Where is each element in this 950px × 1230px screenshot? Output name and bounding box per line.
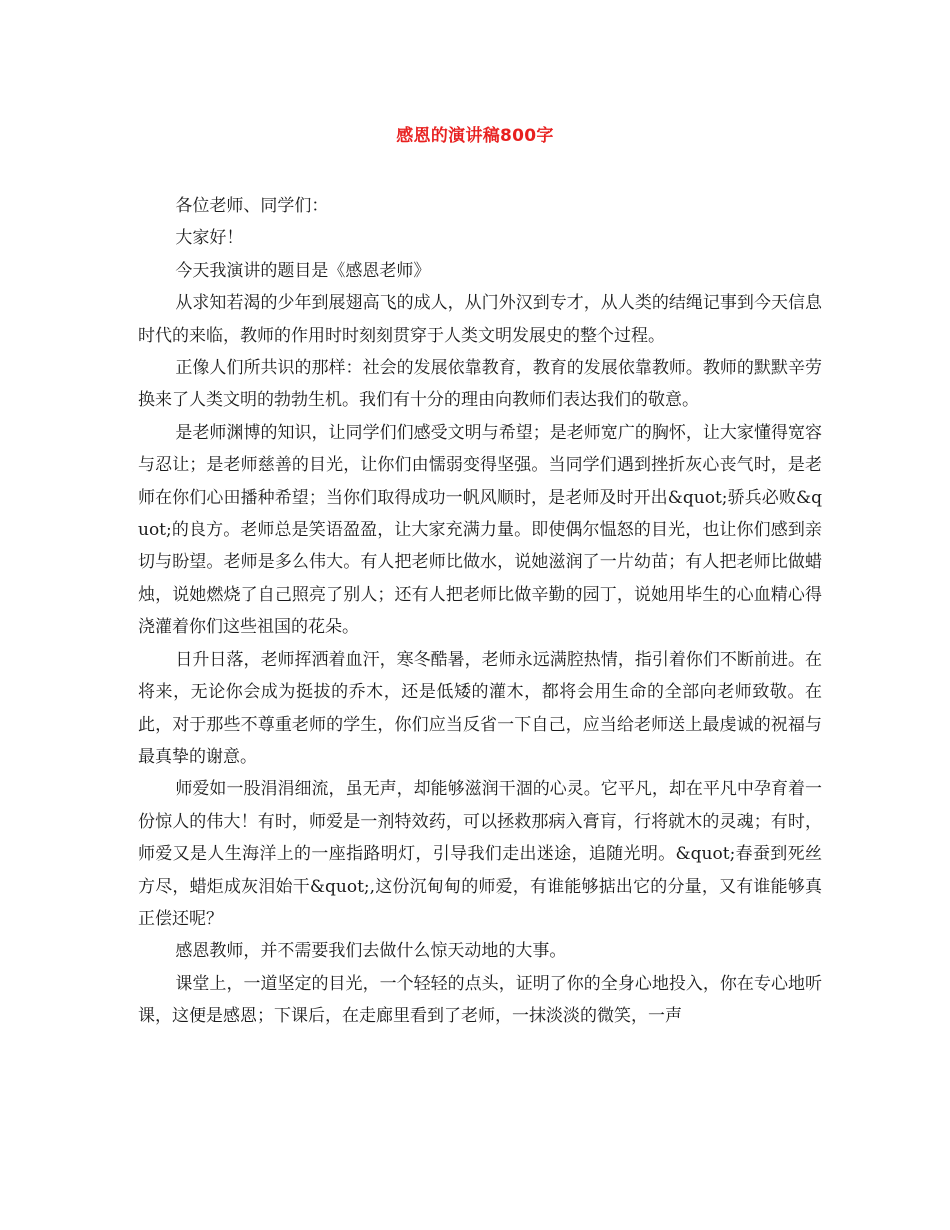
paragraph: 感恩教师，并不需要我们去做什么惊天动地的大事。: [175, 941, 567, 962]
document-body: [138, 190, 822, 1033]
paragraph: 从求知若渴的少年到展翅高飞的成人，从门外汉到专才，从人类的结绳记事到今天信息时代的来临，教师的作用时时刻刻贯穿于人类文明发展史的整个过程。: [138, 293, 822, 346]
paragraph: 是老师渊博的知识，让同学们们感受文明与希望；是老师宽广的胸怀，让大家懂得宽容与忍让；是老师慈善的目光，让你们由懦弱变得坚强。当同学们遇到挫折灰心丧气时，是老师在你们心田播种希望；当你们取得成功一帆风顺时，是老师及时开出&quot;骄兵必败&quot;的良方。老师总是笑语盈盈，让大家充满力量。即使偶尔愠怒的目光，也让你们感到亲切与盼望。老师是多么伟大。有人把老师比做水，说她滋润了一片幼苗；有人把老师比做蜡烛，说她燃烧了自己照亮了别人；还有人把老师比做辛勤的园丁，说她用毕生的心血精心得浇灌着你们这些祖国的花朵。: [138, 422, 822, 638]
paragraph: 今天我演讲的题目是《感恩老师》: [175, 260, 431, 281]
paragraph: 各位老师、同学们：: [175, 196, 329, 216]
page-title: 感恩的演讲稿800字: [396, 126, 554, 146]
paragraph: 正像人们所共识的那样：社会的发展依靠教育，教育的发展依靠教师。教师的默默辛劳换来了人类文明的勃勃生机。我们有十分的理由向教师们表达我们的敬意。: [138, 358, 822, 411]
paragraph: 大家好！: [175, 228, 244, 249]
paragraph: 日升日落，老师挥洒着血汗，寒冬酷暑，老师永远满腔热情，指引着你们不断前进。在将来，无论你会成为挺拔的乔木，还是低矮的灌木，都将会用生命的全部向老师致敬。在此，对于那些不尊重老师的学生，你们应当反省一下自己，应当给老师送上最虔诚的祝福与最真挚的谢意。: [138, 649, 822, 767]
paragraph: 课堂上，一道坚定的目光，一个轻轻的点头，证明了你的全身心地投入，你在专心地听课，这便是感恩；下课后，在走廊里看到了老师，一抹淡淡的微笑，一声: [138, 973, 822, 1027]
paragraph: 师爱如一股涓涓细流，虽无声，却能够滋润干涸的心灵。它平凡，却在平凡中孕育着一份惊人的伟大！有时，师爱是一剂特效药，可以拯救那病入膏肓，行将就木的灵魂；有时，师爱又是人生海洋上的一座指路明灯，引导我们走出迷途，追随光明。&quot;春蚕到死丝方尽，蜡炬成灰泪始干&quot;,这份沉甸甸的师爱，有谁能够掂出它的分量，又有谁能够真正偿还呢？: [138, 779, 822, 929]
